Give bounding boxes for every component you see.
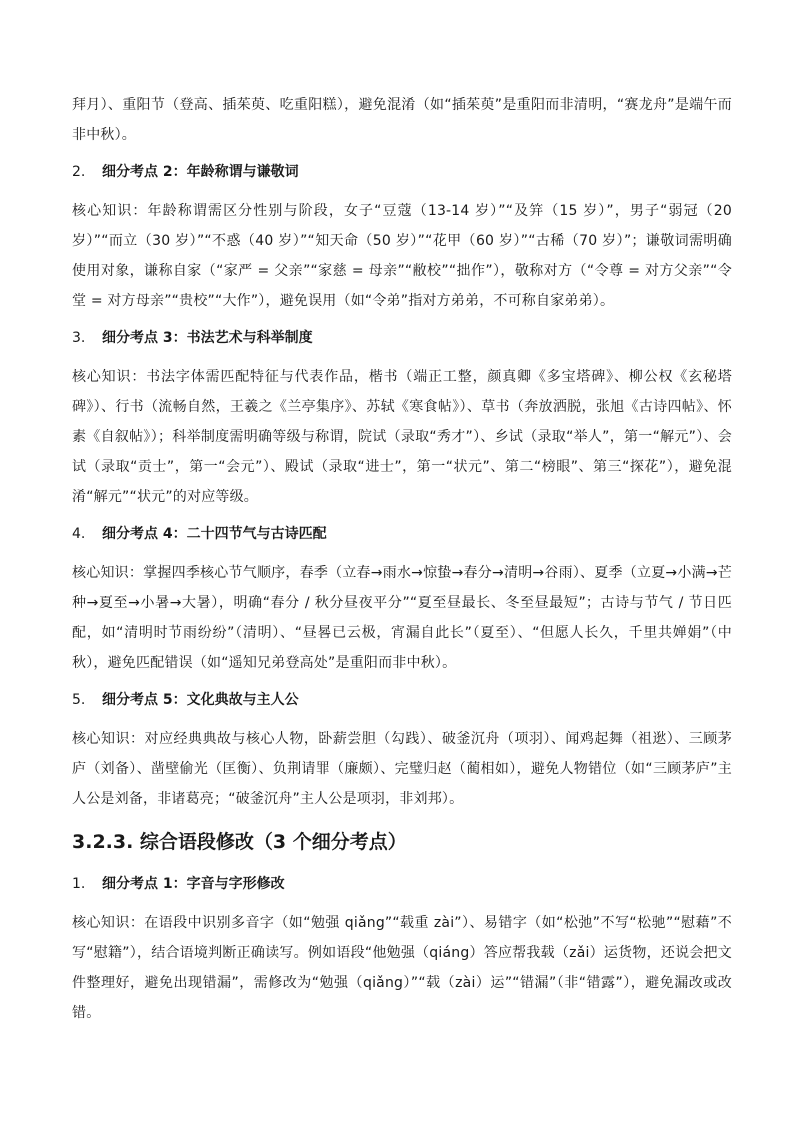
item-heading — [72, 688, 732, 712]
section-heading: 3.2.3. 综合语段修改（3 个细分考点） — [72, 831, 407, 853]
item-title: 细分考点 1：字音与字形修改 — [102, 876, 285, 892]
item-heading — [72, 160, 732, 184]
intro-paragraph: 拜月）、重阳节（登高、插茱萸、吃重阳糕），避免混淆（如“插茱萸”是重阳而非清明，“赛龙舟”是端午而非中秋）。 — [72, 97, 732, 143]
item-number: 2. — [72, 164, 86, 180]
item-heading — [72, 522, 732, 546]
item-number: 4. — [72, 526, 86, 542]
item-body: 核心知识：对应经典典故与核心人物，卧薪尝胆（勾践）、破釜沉舟（项羽）、闻鸡起舞（祖逖）、三顾茅庐（刘备）、凿壁偷光（匡衡）、负荆请罪（廉颇）、完璧归赵（蔺相如），避免人物错位（如“三顾茅庐”主人公是刘备，非诸葛亮；“破釜沉舟”主人公是项羽，非刘邦）。 — [72, 731, 732, 807]
item-body: 核心知识：年龄称谓需区分性别与阶段，女子“豆蔻（13-14 岁）”“及笄（15 岁）”，男子“弱冠（20 岁）”“而立（30 岁）”“不惑（40 岁）”“知天命（50 岁）”“花甲（60 岁）”“古稀（70 岁）”；谦敬词需明确使用对象，谦称自家（“家严 = 父亲”“家慈 = 母亲”“敝校”“拙作”），敬称对方（“令尊 = 对方父亲”“令堂 = 对方母亲”“贵校”“大作”），避免误用（如“令弟”指对方弟弟，不可称自家弟弟）。 — [72, 203, 732, 309]
item-heading — [72, 872, 732, 896]
item-body: 核心知识：书法字体需匹配特征与代表作品，楷书（端正工整，颜真卿《多宝塔碑》、柳公权《玄秘塔碑》）、行书（流畅自然，王羲之《兰亭集序》、苏轼《寒食帖》）、草书（奔放洒脱，张旭《古诗四帖》、怀素《自叙帖》）；科举制度需明确等级与称谓，院试（录取“秀才”）、乡试（录取“举人”，第一“解元”）、会试（录取“贡士”，第一“会元”）、殿试（录取“进士”，第一“状元”、第二“榜眼”、第三“探花”），避免混淆“解元”“状元”的对应等级。 — [72, 369, 732, 505]
item-number: 3. — [72, 330, 86, 346]
document-page — [72, 90, 732, 1038]
section-3-2-2-items — [72, 160, 732, 814]
item-number: 1. — [72, 876, 86, 892]
item-body: 核心知识：掌握四季核心节气顺序，春季（立春→雨水→惊蛰→春分→清明→谷雨）、夏季（立夏→小满→芒种→夏至→小暑→大暑），明确“春分 / 秋分昼夜平分”“夏至昼最长、冬至昼最短”；古诗与节气 / 节日匹配，如“清明时节雨纷纷”（清明）、“昼晷已云极，宵漏自此长”（夏至）、“但愿人长久，千里共婵娟”（中秋），避免匹配错误（如“遥知兄弟登高处”是重阳而非中秋）。 — [72, 565, 732, 671]
item-title: 细分考点 2：年龄称谓与谦敬词 — [102, 164, 299, 180]
item-body: 核心知识：在语段中识别多音字（如“勉强 qiǎng”“载重 zài”）、易错字（如“松弛”不写“松驰”“慰藉”不写“慰籍”），结合语境判断正确读写。例如语段“他勉强（qiáng）答应帮我载（zǎi）运货物，还说会把文件整理好，避免出现错漏”，需修改为“勉强（qiǎng）”“载（zài）运”“错漏”（非“错露”），避免漏改或改错。 — [72, 915, 732, 1021]
item-title: 细分考点 4：二十四节气与古诗匹配 — [102, 526, 327, 542]
item-heading — [72, 326, 732, 350]
section-3-2-3-items — [72, 872, 732, 1028]
item-number: 5. — [72, 692, 86, 708]
item-title: 细分考点 3：书法艺术与科举制度 — [102, 330, 313, 346]
item-title: 细分考点 5：文化典故与主人公 — [102, 692, 299, 708]
